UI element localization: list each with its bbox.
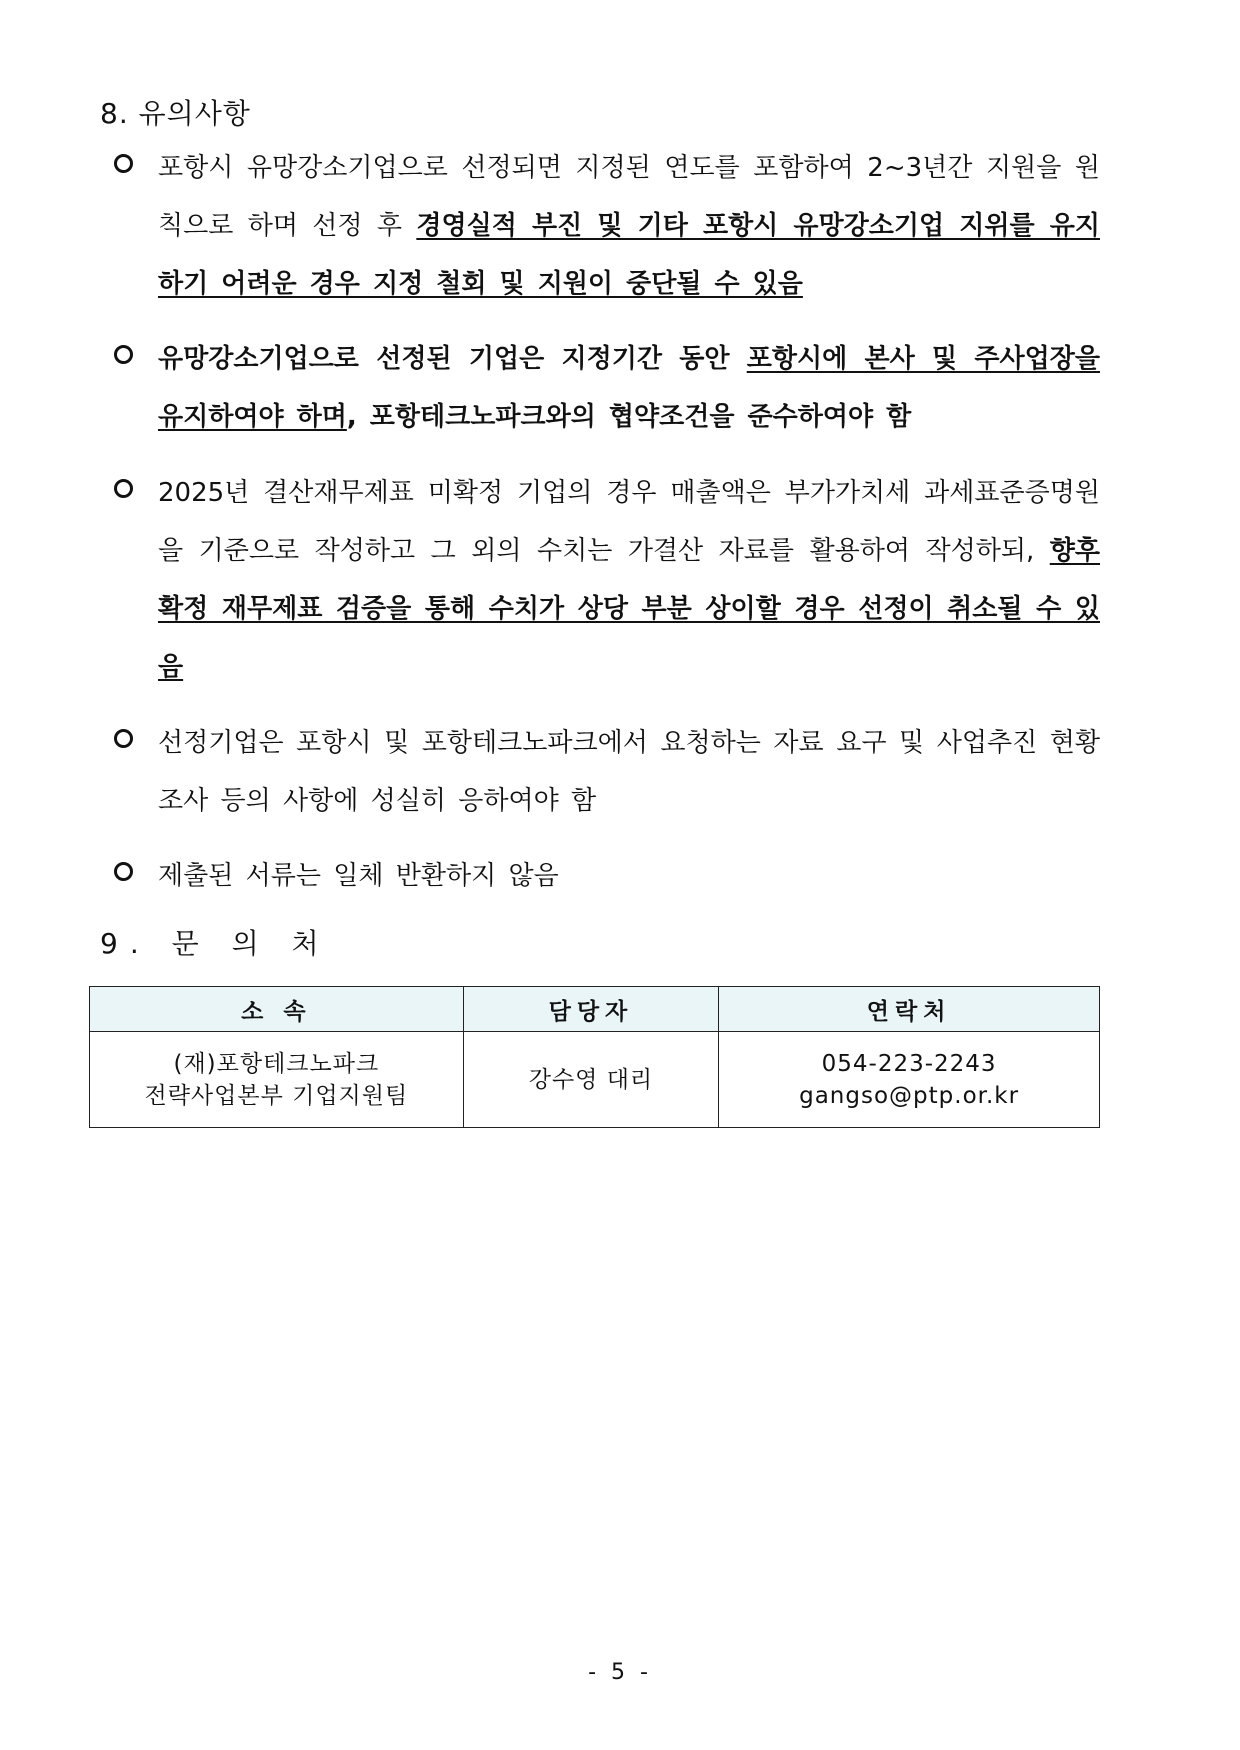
notice-text-plain: 제출된 서류는 일체 반환하지 않음 — [158, 861, 559, 891]
notice-text-underlined: 향후 확정 재무제표 검증을 통해 수치가 상당 부분 상이할 경우 선정이 취소될 수 있음 — [158, 536, 1100, 682]
page-number: - 5 - — [588, 1660, 652, 1685]
circle-bullet-icon — [114, 154, 133, 173]
notice-text-plain: 선정기업은 포항시 및 포항테크노파크에서 요청하는 자료 요구 및 사업추진 현황조사 등의 사항에 성실히 응하여야 함 — [158, 728, 1100, 816]
notice-text — [158, 847, 1100, 905]
circle-bullet-icon — [114, 345, 133, 364]
notice-text-underlined: 포항시에 본사 및 주사업장을 유지하여야 하며 — [158, 344, 1100, 432]
contact-table — [89, 986, 1100, 1128]
contact-cell — [719, 1032, 1100, 1128]
notice-item — [114, 714, 1100, 830]
notice-text-underlined: 경영실적 부진 및 기타 포항시 유망강소기업 지위를 유지하기 어려운 경우 지정 철회 및 지원이 중단될 수 있음 — [158, 211, 1100, 299]
notice-text — [158, 139, 1100, 313]
circle-bullet-icon — [114, 479, 133, 498]
notice-item — [114, 139, 1100, 313]
table-row — [90, 1032, 1100, 1128]
notice-item — [114, 464, 1100, 696]
phone-number: 054-223-2243 — [821, 1050, 997, 1077]
section-8-title: 8. 유의사항 — [100, 97, 251, 130]
header-org: 소 속 — [90, 987, 464, 1032]
notice-item — [114, 330, 1100, 446]
notice-text-plain: 포항시 유망강소기업으로 선정되면 지정된 연도를 포함하여 2~3년간 지원을 원칙으로 하며 선정 후 — [158, 153, 1100, 241]
section-9-title: 9. 문 의 처 — [100, 927, 331, 960]
notice-text-plain: 유망강소기업으로 선정된 기업은 지정기간 동안 — [158, 344, 747, 374]
header-person: 담당자 — [463, 987, 719, 1032]
notice-text-plain: , 포항테크노파크와의 협약조건을 준수하여야 함 — [346, 402, 912, 432]
header-contact: 연락처 — [719, 987, 1100, 1032]
circle-bullet-icon — [114, 862, 133, 881]
notice-text-plain: 2025년 결산재무제표 미확정 기업의 경우 매출액은 부가가치세 과세표준증명원을 기준으로 작성하고 그 외의 수치는 가결산 자료를 활용하여 작성하되, — [158, 478, 1100, 566]
org-team: 전략사업본부 기업지원팀 — [144, 1082, 409, 1109]
circle-bullet-icon — [114, 729, 133, 748]
notice-text — [158, 330, 1100, 446]
person-cell: 강수영 대리 — [463, 1032, 719, 1128]
notice-text — [158, 464, 1100, 696]
org-name: (재)포항테크노파크 — [173, 1050, 380, 1077]
email-address[interactable]: gangso@ptp.or.kr — [799, 1082, 1020, 1109]
table-header-row — [90, 987, 1100, 1032]
org-cell — [90, 1032, 464, 1128]
notice-item — [114, 847, 1100, 905]
notice-text — [158, 714, 1100, 830]
